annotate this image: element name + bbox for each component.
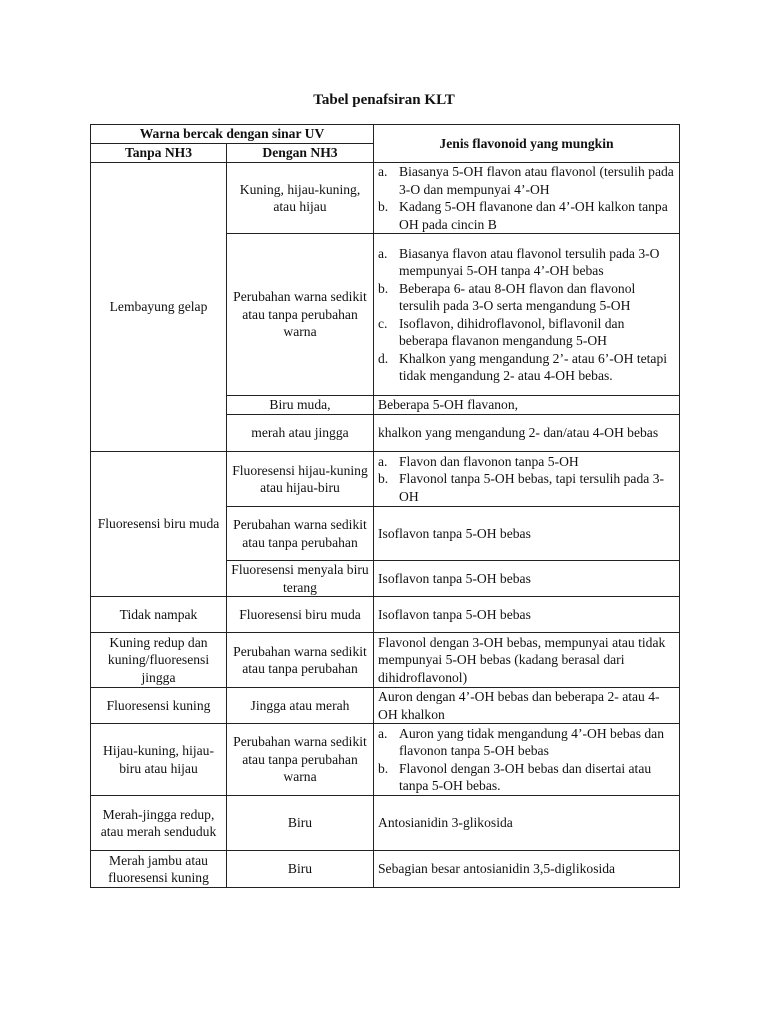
list-marker: b. [378,760,389,776]
header-group: Warna bercak dengan sinar UV [91,125,374,144]
list-item [378,470,675,505]
list-text: Biasanya flavon atau flavonol tersulih pada 3-O mempunyai 5-OH tanpa 4’-OH bebas [399,245,660,278]
cell-flavonoid: Isoflavon tanpa 5-OH bebas [374,561,680,597]
cell-dengan-nh3: Kuning, hijau-kuning, atau hijau [227,163,374,234]
cell-tanpa-nh3: Merah-jingga redup, atau merah senduduk [91,796,227,851]
list-text: Flavonol dengan 3-OH bebas dan disertai atau tanpa 5-OH bebas. [399,760,652,793]
list-text: Beberapa 6- atau 8-OH flavon dan flavonol tersulih pada 3-O serta mengandung 5-OH [399,280,636,313]
list-item [378,350,675,385]
list-marker: a. [378,725,388,741]
cell-dengan-nh3: Perubahan warna sedikit atau tanpa perubahan [227,507,374,561]
list-item [378,315,675,350]
list-item [378,163,675,198]
cell-flavonoid: Antosianidin 3-glikosida [374,796,680,851]
list-marker: b. [378,471,389,487]
cell-tanpa-nh3: Tidak nampak [91,597,227,633]
list-marker: d. [378,350,389,366]
list-marker: a. [378,164,388,179]
list-item [378,245,675,280]
cell-flavonoid [374,452,680,507]
flavonoid-list [378,725,675,795]
cell-dengan-nh3: Biru [227,796,374,851]
list-text: Kadang 5-OH flavanone dan 4’-OH kalkon tanpa OH pada cincin B [399,199,668,232]
cell-dengan-nh3: Perubahan warna sedikit atau tanpa perubahan [227,633,374,688]
cell-dengan-nh3: Fluoresensi hijau-kuning atau hijau-biru [227,452,374,507]
cell-tanpa-nh3: Kuning redup dan kuning/fluoresensi jingga [91,633,227,688]
cell-flavonoid [374,724,680,796]
list-item [378,198,675,233]
page-title: Tabel penafsiran KLT [313,92,455,108]
list-marker: b. [378,280,389,296]
header-flavonoid: Jenis flavonoid yang mungkin [374,125,680,163]
cell-dengan-nh3: Perubahan warna sedikit atau tanpa perubahan warna [227,234,374,396]
cell-flavonoid: khalkon yang mengandung 2- dan/atau 4-OH bebas [374,415,680,452]
list-text: Isoflavon, dihidroflavonol, biflavonil dan beberapa flavanon mengandung 5-OH [399,315,625,348]
cell-flavonoid [374,234,680,396]
header-tanpa-nh3: Tanpa NH3 [91,144,227,163]
list-text: Biasanya 5-OH flavon atau flavonol (tersulih pada 3-O dan mempunyai 4’-OH [399,164,674,197]
cell-tanpa-nh3: Fluoresensi biru muda [91,452,227,597]
cell-dengan-nh3: Fluoresensi biru muda [227,597,374,633]
klt-table [90,124,680,888]
list-item [378,760,675,795]
list-marker: c. [378,315,388,331]
cell-flavonoid: Sebagian besar antosianidin 3,5-diglikosida [374,851,680,888]
list-item [378,453,675,471]
list-marker: a. [378,453,388,469]
cell-dengan-nh3: Perubahan warna sedikit atau tanpa perubahan warna [227,724,374,796]
flavonoid-list [378,245,675,385]
cell-flavonoid: Isoflavon tanpa 5-OH bebas [374,597,680,633]
cell-tanpa-nh3: Merah jambu atau fluoresensi kuning [91,851,227,888]
cell-flavonoid: Auron dengan 4’-OH bebas dan beberapa 2- atau 4-OH khalkon [374,688,680,724]
header-dengan-nh3: Dengan NH3 [227,144,374,163]
list-text: Auron yang tidak mengandung 4’-OH bebas dan flavonon tanpa 5-OH bebas [399,725,665,758]
cell-tanpa-nh3: Lembayung gelap [91,163,227,452]
list-text: Flavon dan flavonon tanpa 5-OH [399,453,579,469]
flavonoid-list [378,453,675,506]
cell-flavonoid: Isoflavon tanpa 5-OH bebas [374,507,680,561]
cell-dengan-nh3: Jingga atau merah [227,688,374,724]
cell-dengan-nh3: Biru [227,851,374,888]
cell-flavonoid: Beberapa 5-OH flavanon, [374,396,680,415]
cell-flavonoid: Flavonol dengan 3-OH bebas, mempunyai atau tidak mempunyai 5-OH bebas (kadang berasal dari dihidroflavonol) [374,633,680,688]
cell-dengan-nh3: merah atau jingga [227,415,374,452]
flavonoid-list [378,163,675,233]
cell-dengan-nh3: Biru muda, [227,396,374,415]
list-marker: b. [378,199,389,214]
list-item [378,280,675,315]
list-text: Flavonol tanpa 5-OH bebas, tapi tersulih pada 3-OH [399,471,665,504]
cell-tanpa-nh3: Fluoresensi kuning [91,688,227,724]
list-text: Khalkon yang mengandung 2’- atau 6’-OH tetapi tidak mengandung 2- atau 4-OH bebas. [399,350,668,383]
list-item [378,725,675,760]
cell-dengan-nh3: Fluoresensi menyala biru terang [227,561,374,597]
list-marker: a. [378,245,388,261]
cell-flavonoid [374,163,680,234]
cell-tanpa-nh3: Hijau-kuning, hijau-biru atau hijau [91,724,227,796]
